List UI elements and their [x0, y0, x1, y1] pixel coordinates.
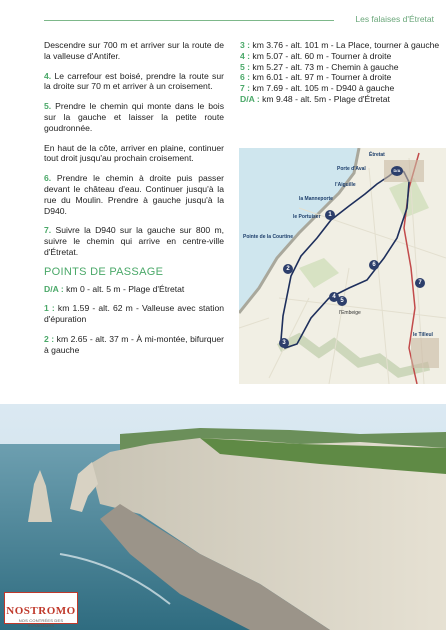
map-label: l'Aiguille	[335, 182, 356, 188]
map-label: l'Embeige	[339, 310, 361, 316]
waypoint-text: km 3.76 - alt. 101 m - La Place, tourner à gauche	[252, 40, 440, 50]
waypoint: 7 : km 7.69 - alt. 105 m - D940 à gauche	[240, 83, 395, 94]
steps-intro: Descendre sur 700 m et arriver sur la route de la valleuse d'Antifer.	[44, 40, 224, 61]
waypoint-text: km 5.27 - alt. 73 m - Chemin à gauche	[252, 61, 399, 72]
map-marker-start: D/A	[391, 166, 403, 176]
logo-brand: NOSTROMO	[6, 605, 76, 617]
map-label: le Portuiser	[293, 214, 321, 220]
waypoint: 2 : km 2.65 - alt. 37 m - À mi-montée, bifurquer à gauche	[44, 333, 224, 355]
map-label: Porte d'Aval	[337, 166, 366, 172]
waypoint-label: 6	[240, 72, 245, 83]
waypoint: 6 : km 6.01 - alt. 97 m - Tourner à droite	[240, 72, 392, 83]
waypoint-text: km 2.65 - alt. 37 m - À mi-montée, bifurquer à gauche	[44, 333, 224, 355]
map-label: Pointe de la Courtine	[243, 234, 294, 240]
town-etretat	[384, 160, 424, 182]
step-text: Prendre le chemin qui monte dans le bois sur la gauche et laisser la petite route goudronnée.	[44, 101, 225, 133]
step-6	[44, 173, 224, 216]
step-number: 5.	[44, 101, 52, 112]
map-marker-7: 7	[415, 278, 425, 288]
waypoint-text: km 0 - alt. 5 m - Plage d'Étretat	[66, 283, 185, 294]
waypoint-label: 7	[240, 83, 245, 94]
nostromo-logo	[4, 592, 78, 628]
waypoint: 5 : km 5.27 - alt. 73 m - Chemin à gauche	[240, 61, 399, 72]
route-map	[239, 148, 446, 384]
page-header-title: Les falaises d'Étretat	[355, 14, 434, 24]
map-marker-5: 5	[337, 296, 347, 306]
header-rule	[44, 20, 334, 21]
waypoints-title: POINTS DE PASSAGE	[44, 265, 164, 278]
step-number: 7.	[44, 225, 52, 236]
map-marker-3: 3	[279, 338, 289, 348]
map-marker-2: 2	[283, 264, 293, 274]
map-marker-4: 4	[329, 292, 339, 302]
waypoint: D/A : km 0 - alt. 5 m - Plage d'Étretat	[44, 283, 185, 294]
logo-tagline: NOS CONTRÉES DES VOYAGEURS	[18, 618, 64, 628]
waypoint: 3 : km 3.76 - alt. 101 m - La Place, tourner à gauche	[240, 40, 440, 50]
waypoint-text: km 5.07 - alt. 60 m - Tourner à droite	[252, 50, 392, 61]
waypoint-label: 2	[44, 333, 49, 344]
step-number: 4.	[44, 70, 52, 81]
left-column	[44, 40, 224, 365]
waypoint-label: 5	[240, 61, 245, 72]
waypoint: 4 : km 5.07 - alt. 60 m - Tourner à droite	[240, 50, 392, 61]
map-marker-6: 6	[369, 260, 379, 270]
waypoint: D/A : km 9.48 - alt. 5m - Plage d'Étretat	[240, 93, 390, 104]
waypoint-text: km 6.01 - alt. 97 m - Tourner à droite	[252, 72, 392, 83]
map-label: la Manneporte	[299, 196, 333, 202]
map-label: Étretat	[369, 152, 385, 158]
step-4	[44, 71, 224, 93]
step-5	[44, 101, 224, 133]
waypoint-label: D/A	[240, 93, 255, 104]
waypoint-label: 4	[240, 50, 245, 61]
map-marker-1: 1	[325, 210, 335, 220]
waypoint-label: 3	[240, 40, 245, 50]
waypoint-text: km 1.59 - alt. 62 m - Valleuse avec station d'épuration	[44, 303, 225, 325]
step-7	[44, 225, 224, 257]
step-number: 6.	[44, 173, 52, 184]
step-text: Le carrefour est boisé, prendre la route sur la droite sur 70 m et arriver à un croisement.	[44, 70, 224, 92]
step-text: Prendre le chemin à droite puis passer devant le château d'eau. Continuer jusqu'à la rue du Moulin. Prendre à gauche jusqu'à la D940.	[44, 173, 224, 216]
step-5-continued	[44, 143, 224, 165]
waypoint-label: D/A	[44, 283, 59, 294]
step-text: Suivre la D940 sur la gauche sur 800 m, suivre le chemin qui arrive en centre-ville d'Étretat.	[44, 225, 224, 257]
waypoint: 1 : km 1.59 - alt. 62 m - Valleuse avec station d'épuration	[44, 303, 225, 325]
right-column	[240, 40, 440, 105]
waypoint-label: 1	[44, 303, 49, 314]
town-tilleul	[411, 338, 439, 368]
map-label: le Tilleul	[413, 332, 433, 338]
step-text: En haut de la côte, arriver en plaine, continuer tout droit jusqu'au prochain croisement.	[44, 142, 224, 164]
waypoint-text: km 7.69 - alt. 105 m - D940 à gauche	[252, 83, 395, 94]
waypoint-text: km 9.48 - alt. 5m - Plage d'Étretat	[262, 93, 390, 104]
